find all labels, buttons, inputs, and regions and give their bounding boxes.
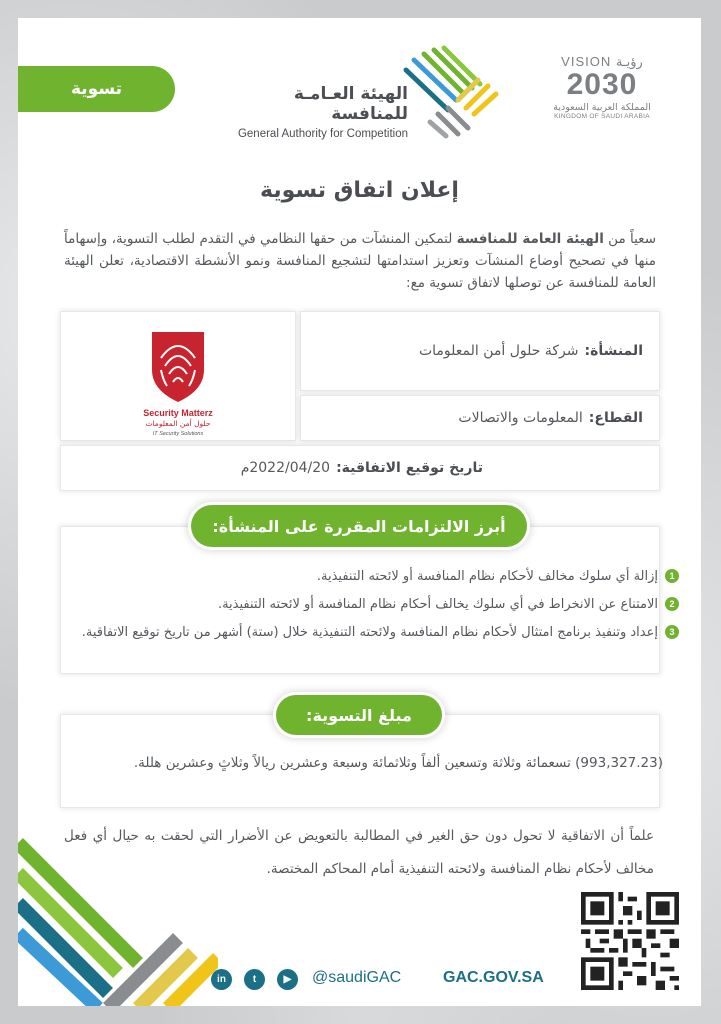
obligation-item xyxy=(38,622,679,643)
obligation-text: الامتناع عن الانخراط في أي سلوك يخالف أحكام نظام المنافسة أو لائحته التنفيذية. xyxy=(217,597,658,612)
company-name-en: Security Matterz xyxy=(143,408,213,418)
settlement-heading: مبلغ التسوية: xyxy=(276,695,442,735)
vision-year: 2030 xyxy=(566,68,638,101)
authority-name xyxy=(218,84,408,140)
date-cell xyxy=(60,445,660,491)
obligation-item xyxy=(38,594,679,615)
obligations-heading: أبرز الالتزامات المقررة على المنشأة: xyxy=(191,505,527,547)
twitter-icon[interactable]: t xyxy=(244,969,265,990)
fingerprint-shield-icon xyxy=(152,332,204,402)
date-value: 2022/04/20م xyxy=(240,460,331,476)
vision-2030-logo xyxy=(543,54,661,120)
gac-logo-icon xyxy=(394,44,504,140)
intro-paragraph xyxy=(64,228,656,294)
company-logo xyxy=(61,312,295,440)
intro-part-2: لتمكين المنشآت من حقها النظامي في التقدم لطلب التسوية، وإسهاماً منها في تصحيح أوضاع المنشآت وتعزيز استدامتها لتشجيع المنافسة ونمو الأنشطة الاقتصادية، تعلن الهيئة العامة للمنافسة عن توصلها لاتفاق تسوية مع: xyxy=(64,231,656,291)
obligation-text: إزالة أي سلوك مخالف لأحكام نظام المنافسة أو لائحته التنفيذية. xyxy=(316,569,658,584)
page-title: إعلان اتفاق تسوية xyxy=(260,178,459,203)
intro-authority: الهيئة العامة للمنافسة xyxy=(456,231,604,247)
website-link[interactable]: GAC.GOV.SA xyxy=(443,969,544,986)
company-logo-cell xyxy=(60,311,296,441)
company-name-ar: حلول أمن المعلومات xyxy=(145,419,211,428)
obligation-number: 2 xyxy=(665,597,679,611)
closing-paragraph: علماً أن الاتفاقية لا تحول دون حق الغير في المطالبة بالتعويض عن الأضرار التي لحقت به حيال أي فعل مخالف لأحكام نظام المنافسة ولائحته التنفيذية أمام المحاكم المختصة. xyxy=(64,828,654,877)
company-tagline: IT Security Solutions xyxy=(152,431,204,437)
vision-kingdom-ar: المملكة العربية السعودية xyxy=(553,102,651,113)
intro-part-1: سعياً من xyxy=(603,231,657,247)
sector-value: المعلومات والاتصالات xyxy=(458,410,583,426)
settlement-amount: (993,327.23) تسعمائة وثلاثة وتسعين ألفاً وثلاثمائة وسبعة وعشرين ريالاً وثلاثٍ وعشرين هللة. xyxy=(133,755,663,771)
date-label: تاريخ توقيع الاتفاقية: xyxy=(336,460,483,476)
authority-name-en: General Authority for Competition xyxy=(237,128,408,140)
obligation-text: إعداد وتنفيذ برنامج امتثال لأحكام نظام المنافسة ولائحته التنفيذية خلال (ستة) أشهر من تاريخ توقيع الاتفاقية. xyxy=(81,625,658,640)
settlement-badge: تسوية xyxy=(18,66,175,112)
announcement-page xyxy=(18,18,701,1006)
social-handle[interactable]: @saudiGAC xyxy=(312,969,402,986)
sector-label: القطاع: xyxy=(588,410,643,426)
youtube-icon[interactable]: ▶ xyxy=(277,969,298,990)
obligation-number: 3 xyxy=(665,625,679,639)
vision-top-text: VISION رؤيـة xyxy=(561,54,643,69)
entity-value: شركة حلول أمن المعلومات xyxy=(418,343,579,359)
vision-kingdom-en: KINGDOM OF SAUDI ARABIA xyxy=(554,113,650,120)
sector-cell xyxy=(300,395,660,441)
obligation-number: 1 xyxy=(665,569,679,583)
linkedin-icon[interactable]: in xyxy=(211,969,232,990)
obligation-item xyxy=(38,566,679,587)
corner-stripes-icon xyxy=(18,833,218,1006)
entity-cell xyxy=(300,311,660,391)
authority-name-ar: الهيئة العـامـة للمنافسة xyxy=(293,84,408,124)
entity-label: المنشأة: xyxy=(584,343,643,359)
qr-code-icon xyxy=(581,892,679,990)
